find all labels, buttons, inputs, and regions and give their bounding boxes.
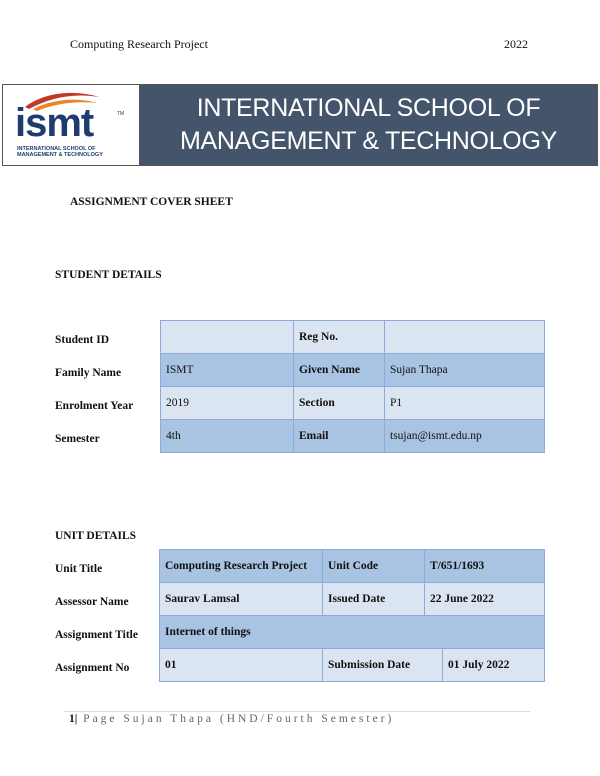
student-details-table — [160, 320, 545, 453]
section-label: Section — [294, 387, 385, 420]
semester-value: 4th — [161, 420, 294, 453]
table-row — [160, 550, 545, 583]
issued-date-label: Issued Date — [323, 583, 425, 616]
label-enrolment-year: Enrolment Year — [55, 400, 134, 412]
unit-details-heading: UNIT DETAILS — [55, 530, 137, 542]
email-value: tsujan@ismt.edu.np — [385, 420, 545, 453]
email-label: Email — [294, 420, 385, 453]
label-assignment-title: Assignment Title — [55, 629, 138, 641]
table-row — [160, 649, 545, 682]
student-id-value — [161, 321, 294, 354]
table-row — [161, 387, 545, 420]
label-student-id: Student ID — [55, 334, 110, 346]
reg-no-label: Reg No. — [294, 321, 385, 354]
page-footer — [69, 713, 394, 725]
footer-rule — [64, 711, 530, 712]
given-name-value: Sujan Thapa — [385, 354, 545, 387]
submission-date-label: Submission Date — [323, 649, 443, 682]
issued-date-value: 22 June 2022 — [425, 583, 545, 616]
logo-trademark: TM — [117, 111, 125, 117]
school-name — [140, 85, 597, 165]
unit-code-label: Unit Code — [323, 550, 425, 583]
table-row — [160, 583, 545, 616]
footer-text: Page Sujan Thapa (HND/Fourth Semester) — [83, 713, 395, 725]
header-right: 2022 — [504, 37, 528, 51]
cover-sheet-title: ASSIGNMENT COVER SHEET — [70, 196, 233, 208]
school-name-line2: MANAGEMENT & TECHNOLOGY — [180, 127, 557, 155]
assessor-name-value: Saurav Lamsal — [160, 583, 323, 616]
table-row — [160, 616, 545, 649]
label-assignment-no: Assignment No — [55, 662, 130, 674]
enrolment-year-value: 2019 — [161, 387, 294, 420]
assignment-title-value: Internet of things — [160, 616, 545, 649]
section-value: P1 — [385, 387, 545, 420]
family-name-value: ISMT — [161, 354, 294, 387]
table-row — [161, 420, 545, 453]
submission-date-value: 01 July 2022 — [443, 649, 545, 682]
student-details-heading: STUDENT DETAILS — [55, 269, 162, 281]
unit-code-value: T/651/1693 — [425, 550, 545, 583]
label-semester: Semester — [55, 433, 100, 445]
table-row — [161, 321, 545, 354]
label-family-name: Family Name — [55, 367, 122, 379]
page-number: 1 — [69, 713, 75, 725]
assignment-no-value: 01 — [160, 649, 323, 682]
reg-no-value — [385, 321, 545, 354]
school-banner — [2, 84, 598, 166]
header-left: Computing Research Project — [70, 37, 208, 51]
label-assessor-name: Assessor Name — [55, 596, 129, 608]
table-row — [161, 354, 545, 387]
footer-separator: | — [74, 713, 78, 725]
unit-details-table — [159, 549, 545, 682]
label-unit-title: Unit Title — [55, 563, 103, 575]
school-name-line1: INTERNATIONAL SCHOOL OF — [196, 94, 541, 122]
unit-title-value: Computing Research Project — [160, 550, 323, 583]
logo-subtitle: INTERNATIONAL SCHOOL OF MANAGEMENT & TECHNOLOGY — [17, 146, 103, 158]
given-name-label: Given Name — [294, 354, 385, 387]
ismt-logo — [3, 85, 140, 165]
logo-wordmark: ismt — [15, 101, 94, 145]
